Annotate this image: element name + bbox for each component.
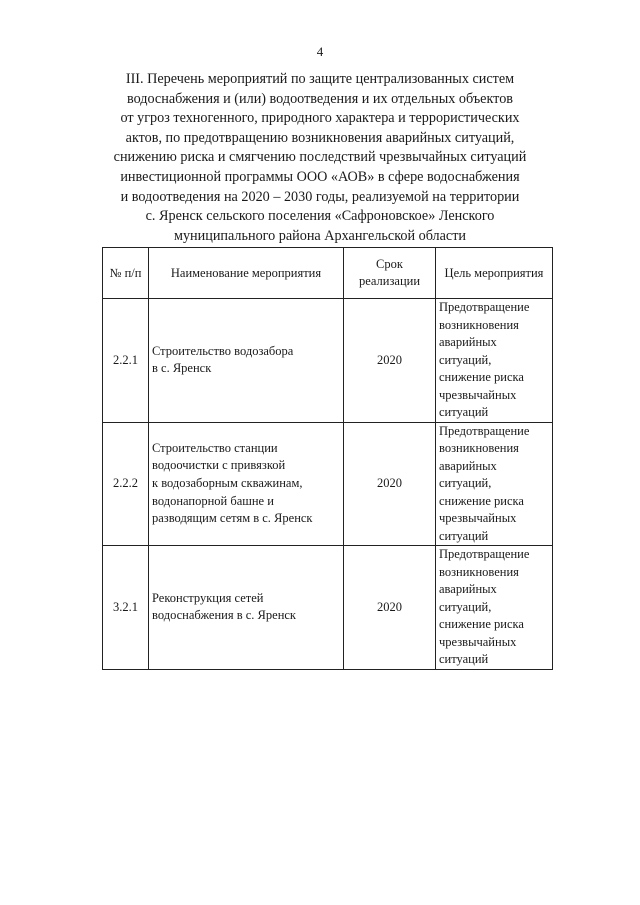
row-num: 2.2.1 (103, 299, 149, 423)
heading-line: муниципального района Архангельской области (173, 227, 467, 244)
page-number: 4 (316, 44, 324, 59)
header-term: Срок реализации (344, 248, 436, 299)
row-num: 2.2.2 (103, 422, 149, 546)
row-goal: Предотвращение возникновения аварийных ситуаций, снижение риска чрезвычайных ситуаций (436, 422, 553, 546)
row-name: Реконструкция сетей водоснабжения в с. Яренск (149, 546, 344, 670)
heading-line: инвестиционной программы ООО «АОВ» в сфере водоснабжения (120, 168, 520, 185)
heading-line: и водоотведения на 2020 – 2030 годы, реализуемой на территории (120, 188, 520, 205)
row-goal: Предотвращение возникновения аварийных ситуаций, снижение риска чрезвычайных ситуаций (436, 299, 553, 423)
section-heading (95, 70, 545, 246)
table-header-row (103, 248, 553, 299)
heading-line: актов, по предотвращению возникновения аварийных ситуаций, (125, 129, 515, 146)
row-term: 2020 (344, 546, 436, 670)
heading-line: III. Перечень мероприятий по защите централизованных систем (125, 71, 515, 87)
row-num: 3.2.1 (103, 546, 149, 670)
heading-line: водоснабжения и (или) водоотведения и их отдельных объектов (126, 90, 513, 107)
table-row (103, 422, 553, 546)
row-term: 2020 (344, 422, 436, 546)
table-row (103, 546, 553, 670)
header-name: Наименование мероприятия (149, 248, 344, 299)
measures-table (102, 247, 553, 670)
row-term: 2020 (344, 299, 436, 423)
heading-line: с. Яренск сельского поселения «Сафроновское» Ленского (145, 208, 495, 225)
heading-line: от угроз техногенного, природного характера и террористических (120, 110, 520, 127)
row-goal: Предотвращение возникновения аварийных ситуаций, снижение риска чрезвычайных ситуаций (436, 546, 553, 670)
row-name: Строительство станции водоочистки с привязкой к водозаборным скважинам, водонапорной башне и разводящим сетям в с. Яренск (149, 422, 344, 546)
header-num: № п/п (103, 248, 149, 299)
header-goal: Цель мероприятия (436, 248, 553, 299)
table-row (103, 299, 553, 423)
heading-line: снижению риска и смягчению последствий чрезвычайных ситуаций (113, 149, 527, 166)
row-name: Строительство водозабора в с. Яренск (149, 299, 344, 423)
